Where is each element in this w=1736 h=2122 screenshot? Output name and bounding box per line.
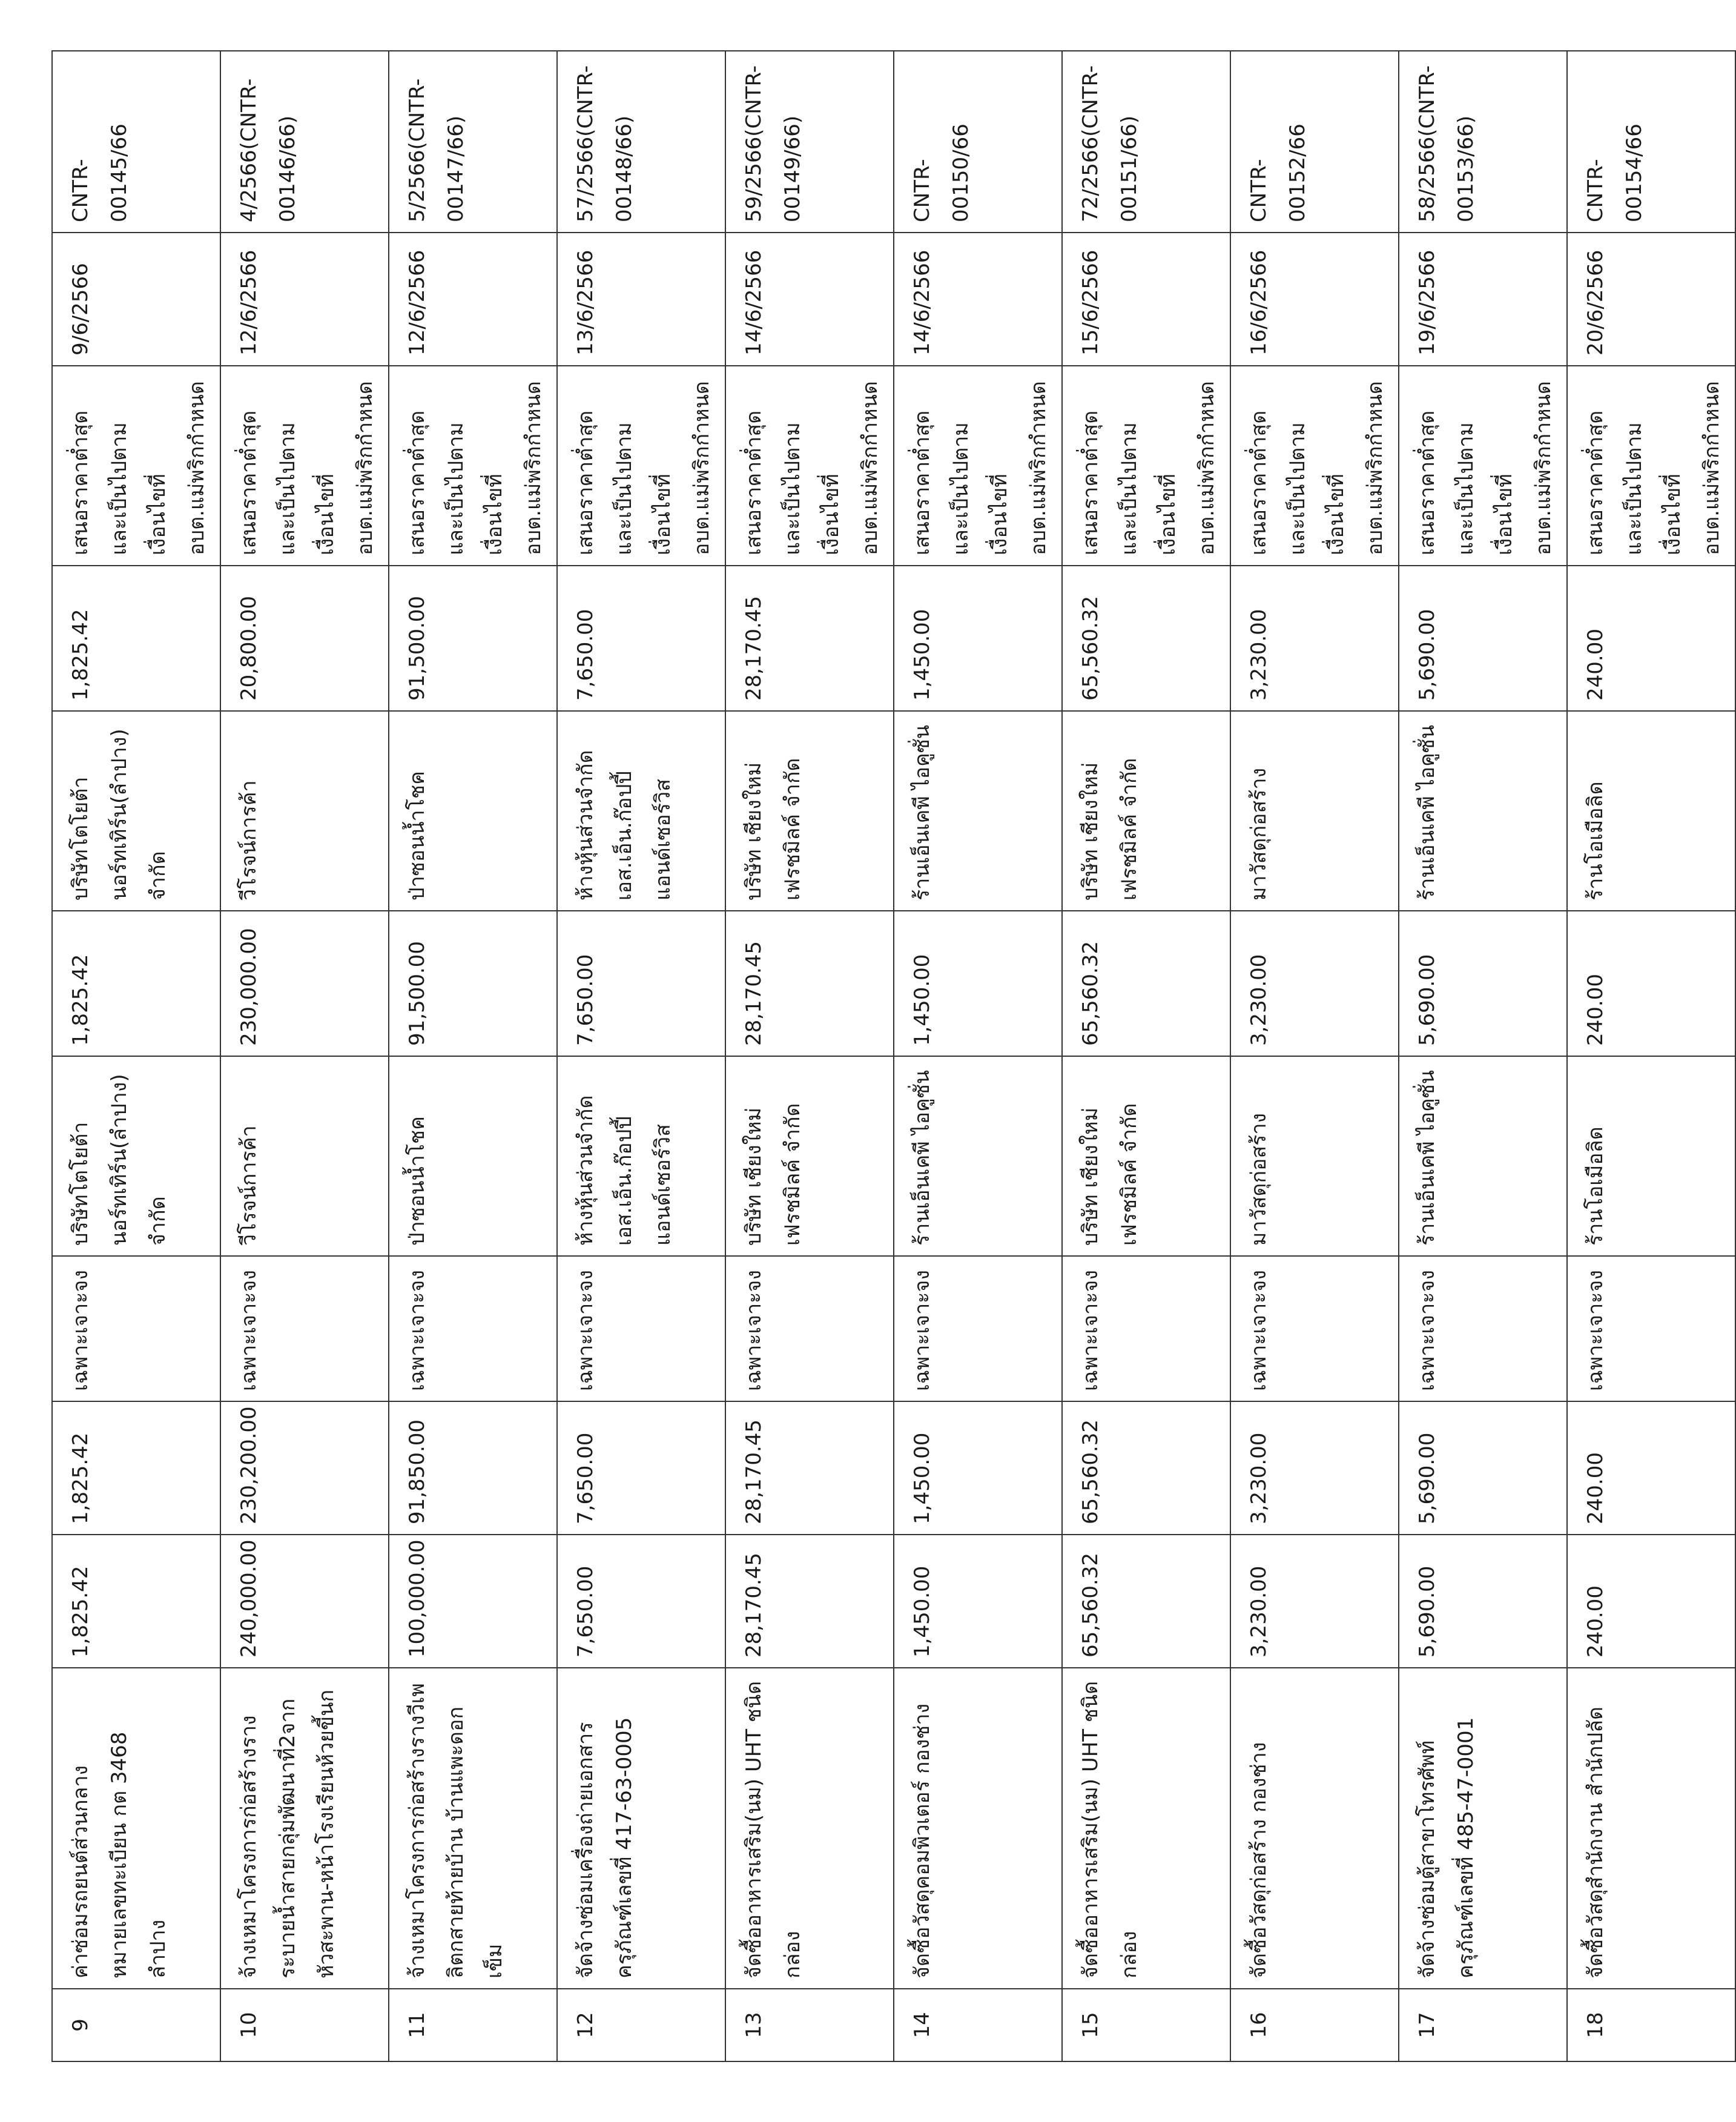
winning-amount: 65,560.32 <box>1062 566 1230 711</box>
procurement-method: เฉพาะเจาะจง <box>1567 1256 1735 1401</box>
item-description: จัดซื้อวัสดุคอมพิวเตอร์ กองช่าง <box>894 1668 1062 1989</box>
contract-date: 15/6/2566 <box>1062 233 1230 366</box>
contract-number: 57/2566(CNTR-00148/66) <box>557 51 725 233</box>
item-description: จัดจ้างซ่อมตู้สาขาโทรศัพท์ ครุภัณฑ์เลขที่ 485-47-0001 <box>1399 1668 1567 1989</box>
selection-reason: เสนอราคาต่ำสุดและเป็นไปตามเงื่อนไขที่ อบต.แม่พริกกำหนด <box>557 366 725 566</box>
item-description: จ้างเหมาโครงการก่อสร้างรางวีเพลิตกสายท้ายบ้าน บ้านแพะดอกเข็ม <box>389 1668 557 1989</box>
winner-name: วีโรจน์การค้า <box>220 711 389 911</box>
procurement-method: เฉพาะเจาะจง <box>52 1256 220 1401</box>
item-description: จ้างเหมาโครงการก่อสร้างรางระบายน้ำสายกลุ่มพัฒนาที่2จากหัวสะพาน-หน้าโรงเรียนห้วยขี้นก <box>220 1668 389 1989</box>
row-number: 11 <box>389 1989 557 2061</box>
median-price: 230,200.00 <box>220 1401 389 1535</box>
winner-name: บริษัท เชียงใหม่เฟรชมิลค์ จำกัด <box>1062 711 1230 911</box>
table-row <box>1567 51 1735 2061</box>
row-number: 15 <box>1062 1989 1230 2061</box>
selection-reason: เสนอราคาต่ำสุดและเป็นไปตามเงื่อนไขที่ อบต.แม่พริกกำหนด <box>389 366 557 566</box>
contract-date: 19/6/2566 <box>1399 233 1567 366</box>
table-row <box>52 51 220 2061</box>
budget-amount: 1,450.00 <box>894 1535 1062 1668</box>
row-number: 18 <box>1567 1989 1735 2061</box>
median-price: 1,450.00 <box>894 1401 1062 1535</box>
bidder-name: ร้านเอ็นเคพี ไอคูซั่น <box>1399 1056 1567 1256</box>
bid-amount: 1,450.00 <box>894 911 1062 1056</box>
bidder-name: บริษัท เชียงใหม่เฟรชมิลค์ จำกัด <box>1062 1056 1230 1256</box>
budget-amount: 5,690.00 <box>1399 1535 1567 1668</box>
selection-reason: เสนอราคาต่ำสุดและเป็นไปตามเงื่อนไขที่ อบต.แม่พริกกำหนด <box>52 366 220 566</box>
table-row <box>725 51 894 2061</box>
procurement-table <box>51 50 1736 2062</box>
procurement-method: เฉพาะเจาะจง <box>894 1256 1062 1401</box>
selection-reason: เสนอราคาต่ำสุดและเป็นไปตามเงื่อนไขที่ อบต.แม่พริกกำหนด <box>220 366 389 566</box>
contract-number: 59/2566(CNTR-00149/66) <box>725 51 894 233</box>
procurement-method: เฉพาะเจาะจง <box>725 1256 894 1401</box>
budget-amount: 65,560.32 <box>1062 1535 1230 1668</box>
winner-name: ป่าซอนน้ำโชค <box>389 711 557 911</box>
bidder-name: ร้านโอเมือลิด <box>1567 1056 1735 1256</box>
bid-amount: 230,000.00 <box>220 911 389 1056</box>
selection-reason: เสนอราคาต่ำสุดและเป็นไปตามเงื่อนไขที่ อบต.แม่พริกกำหนด <box>894 366 1062 566</box>
winning-amount: 240.00 <box>1567 566 1735 711</box>
procurement-method: เฉพาะเจาะจง <box>220 1256 389 1401</box>
contract-date: 20/6/2566 <box>1567 233 1735 366</box>
selection-reason: เสนอราคาต่ำสุดและเป็นไปตามเงื่อนไขที่ อบต.แม่พริกกำหนด <box>1399 366 1567 566</box>
contract-date: 12/6/2566 <box>220 233 389 366</box>
budget-amount: 3,230.00 <box>1230 1535 1399 1668</box>
median-price: 240.00 <box>1567 1401 1735 1535</box>
procurement-method: เฉพาะเจาะจง <box>389 1256 557 1401</box>
median-price: 7,650.00 <box>557 1401 725 1535</box>
contract-date: 12/6/2566 <box>389 233 557 366</box>
row-number: 13 <box>725 1989 894 2061</box>
median-price: 91,850.00 <box>389 1401 557 1535</box>
contract-date: 14/6/2566 <box>894 233 1062 366</box>
item-description: จัดซื้อวัสดุก่อสร้าง กองช่าง <box>1230 1668 1399 1989</box>
selection-reason: เสนอราคาต่ำสุดและเป็นไปตามเงื่อนไขที่ อบต.แม่พริกกำหนด <box>1230 366 1399 566</box>
item-description: จัดซื้ออาหารเสริม(นม) UHT ชนิดกล่อง <box>725 1668 894 1989</box>
budget-amount: 100,000.00 <box>389 1535 557 1668</box>
winner-name: ห้างหุ้นส่วนจำกัด เอส.เอ็น.ก๊อปปี้ แอนด์เซอร์วิส <box>557 711 725 911</box>
winner-name: ร้านโอเมือลิด <box>1567 711 1735 911</box>
bid-amount: 5,690.00 <box>1399 911 1567 1056</box>
bid-amount: 91,500.00 <box>389 911 557 1056</box>
row-number: 17 <box>1399 1989 1567 2061</box>
winner-name: ร้านเอ็นเคพี ไอคูซั่น <box>894 711 1062 911</box>
contract-number: 58/2566(CNTR-00153/66) <box>1399 51 1567 233</box>
bid-amount: 3,230.00 <box>1230 911 1399 1056</box>
bidder-name: มาวัสดุก่อสร้าง <box>1230 1056 1399 1256</box>
median-price: 65,560.32 <box>1062 1401 1230 1535</box>
contract-number: 5/2566(CNTR-00147/66) <box>389 51 557 233</box>
bidder-name: ห้างหุ้นส่วนจำกัด เอส.เอ็น.ก๊อปปี้ แอนด์เซอร์วิส <box>557 1056 725 1256</box>
contract-number: 72/2566(CNTR-00151/66) <box>1062 51 1230 233</box>
contract-number: CNTR-00145/66 <box>52 51 220 233</box>
contract-date: 14/6/2566 <box>725 233 894 366</box>
contract-number: CNTR-00150/66 <box>894 51 1062 233</box>
winning-amount: 7,650.00 <box>557 566 725 711</box>
item-description: จัดจ้างซ่อมเครื่องถ่ายเอกสาร ครุภัณฑ์เลขที่ 417-63-0005 <box>557 1668 725 1989</box>
procurement-method: เฉพาะเจาะจง <box>1399 1256 1567 1401</box>
selection-reason: เสนอราคาต่ำสุดและเป็นไปตามเงื่อนไขที่ อบต.แม่พริกกำหนด <box>725 366 894 566</box>
table-row <box>557 51 725 2061</box>
bid-amount: 28,170.45 <box>725 911 894 1056</box>
budget-amount: 28,170.45 <box>725 1535 894 1668</box>
winning-amount: 1,825.42 <box>52 566 220 711</box>
contract-date: 16/6/2566 <box>1230 233 1399 366</box>
winner-name: ร้านเอ็นเคพี ไอคูซั่น <box>1399 711 1567 911</box>
contract-number: CNTR-00154/66 <box>1567 51 1735 233</box>
bid-amount: 65,560.32 <box>1062 911 1230 1056</box>
winner-name: มาวัสดุก่อสร้าง <box>1230 711 1399 911</box>
winning-amount: 1,450.00 <box>894 566 1062 711</box>
row-number: 16 <box>1230 1989 1399 2061</box>
winning-amount: 91,500.00 <box>389 566 557 711</box>
winner-name: บริษัทโตโยต้า นอร์ทเทิร์น(ลำปาง) จำกัด <box>52 711 220 911</box>
row-number: 12 <box>557 1989 725 2061</box>
table-row <box>1230 51 1399 2061</box>
winning-amount: 28,170.45 <box>725 566 894 711</box>
budget-amount: 7,650.00 <box>557 1535 725 1668</box>
bid-amount: 7,650.00 <box>557 911 725 1056</box>
table-row <box>1062 51 1230 2061</box>
procurement-method: เฉพาะเจาะจง <box>1230 1256 1399 1401</box>
contract-date: 9/6/2566 <box>52 233 220 366</box>
contract-number: 4/2566(CNTR-00146/66) <box>220 51 389 233</box>
item-description: ค่าซ่อมรถยนต์ส่วนกลาง หมายเลขทะเบียน กต 3468 ลำปาง <box>52 1668 220 1989</box>
median-price: 3,230.00 <box>1230 1401 1399 1535</box>
table-row <box>220 51 389 2061</box>
item-description: จัดซื้ออาหารเสริม(นม) UHT ชนิดกล่อง <box>1062 1668 1230 1989</box>
budget-amount: 240.00 <box>1567 1535 1735 1668</box>
table-row <box>1399 51 1567 2061</box>
selection-reason: เสนอราคาต่ำสุดและเป็นไปตามเงื่อนไขที่ อบต.แม่พริกกำหนด <box>1062 366 1230 566</box>
procurement-method: เฉพาะเจาะจง <box>1062 1256 1230 1401</box>
bid-amount: 1,825.42 <box>52 911 220 1056</box>
winning-amount: 3,230.00 <box>1230 566 1399 711</box>
row-number: 10 <box>220 1989 389 2061</box>
winning-amount: 5,690.00 <box>1399 566 1567 711</box>
bid-amount: 240.00 <box>1567 911 1735 1056</box>
rotated-page <box>51 51 1724 2062</box>
row-number: 14 <box>894 1989 1062 2061</box>
procurement-method: เฉพาะเจาะจง <box>557 1256 725 1401</box>
contract-date: 13/6/2566 <box>557 233 725 366</box>
item-description: จัดซื้อวัสดุสำนักงาน สำนักปลัด <box>1567 1668 1735 1989</box>
row-number: 9 <box>52 1989 220 2061</box>
bidder-name: บริษัท เชียงใหม่เฟรชมิลค์ จำกัด <box>725 1056 894 1256</box>
median-price: 28,170.45 <box>725 1401 894 1535</box>
median-price: 5,690.00 <box>1399 1401 1567 1535</box>
median-price: 1,825.42 <box>52 1401 220 1535</box>
bidder-name: บริษัทโตโยต้า นอร์ทเทิร์น(ลำปาง) จำกัด <box>52 1056 220 1256</box>
winning-amount: 20,800.00 <box>220 566 389 711</box>
bidder-name: ป่าซอนน้ำโชค <box>389 1056 557 1256</box>
budget-amount: 240,000.00 <box>220 1535 389 1668</box>
budget-amount: 1,825.42 <box>52 1535 220 1668</box>
contract-number: CNTR-00152/66 <box>1230 51 1399 233</box>
bidder-name: ร้านเอ็นเคพี ไอคูซั่น <box>894 1056 1062 1256</box>
table-row <box>389 51 557 2061</box>
table-row <box>894 51 1062 2061</box>
selection-reason: เสนอราคาต่ำสุดและเป็นไปตามเงื่อนไขที่ อบต.แม่พริกกำหนด <box>1567 366 1735 566</box>
winner-name: บริษัท เชียงใหม่เฟรชมิลค์ จำกัด <box>725 711 894 911</box>
bidder-name: วีโรจน์การค้า <box>220 1056 389 1256</box>
